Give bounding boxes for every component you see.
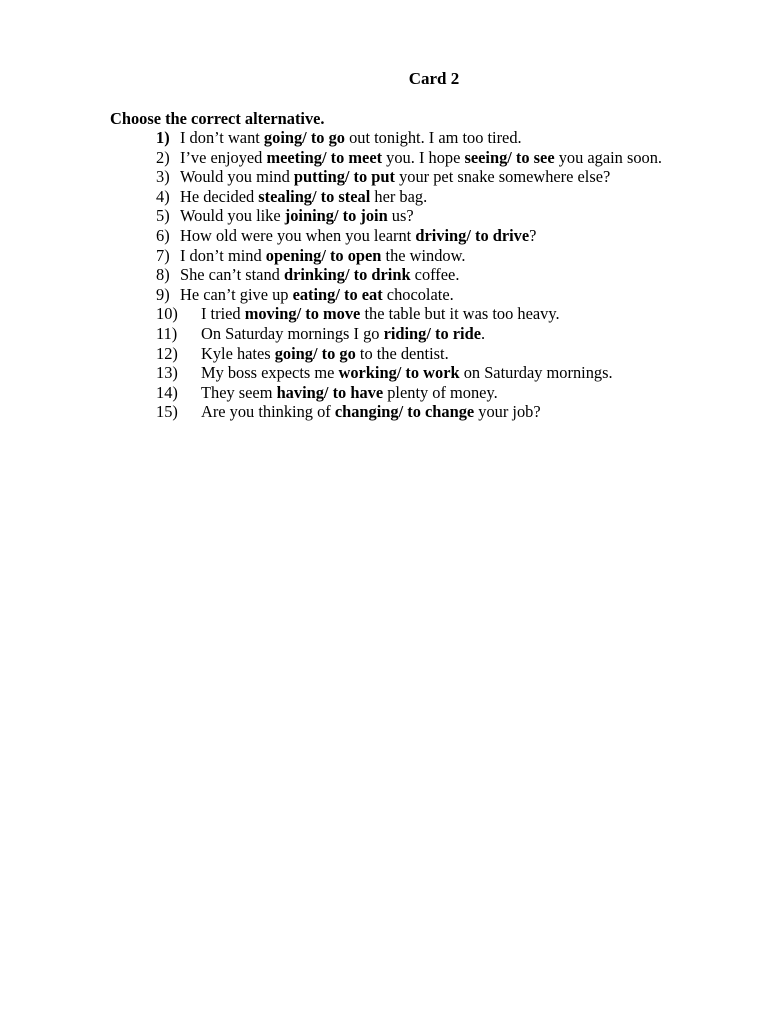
item-number: 6) (156, 225, 170, 245)
item-number: 13) (156, 363, 178, 383)
exercise-item-14 (0, 383, 768, 403)
exercise-list (0, 128, 768, 422)
item-number: 15) (156, 402, 178, 422)
exercise-item-2 (0, 148, 768, 168)
item-number: 8) (156, 265, 170, 285)
answer-choices: going/ to go (274, 343, 356, 363)
item-sentence: My boss expects me working/ to work on Saturday mornings. (201, 363, 613, 383)
item-number: 9) (156, 284, 170, 304)
instruction-heading: Choose the correct alternative. (110, 109, 325, 128)
item-sentence: Would you mind putting/ to put your pet snake somewhere else? (180, 167, 611, 187)
answer-choices: opening/ to open (265, 245, 382, 265)
answer-choices: riding/ to ride (383, 323, 481, 343)
item-sentence: How old were you when you learnt driving/ to drive? (180, 225, 537, 245)
answer-choices: meeting/ to meet (266, 147, 383, 167)
exercise-item-15 (0, 402, 768, 422)
answer-choices: working/ to work (338, 363, 460, 383)
exercise-item-3 (0, 167, 768, 187)
exercise-item-12 (0, 344, 768, 364)
answer-choices: eating/ to eat (292, 284, 383, 304)
item-sentence: I tried moving/ to move the table but it was too heavy. (201, 304, 560, 324)
item-number: 5) (156, 206, 170, 226)
answer-choices: stealing/ to steal (258, 186, 371, 206)
item-number: 10) (156, 304, 178, 324)
item-sentence: They seem having/ to have plenty of money. (201, 382, 498, 402)
card-title: Card 2 (408, 69, 460, 88)
exercise-item-9 (0, 285, 768, 305)
item-number: 1) (156, 128, 170, 147)
exercise-item-10 (0, 304, 768, 324)
item-number: 7) (156, 245, 170, 265)
item-number: 11) (156, 323, 178, 343)
item-sentence: I don’t mind opening/ to open the window. (180, 245, 466, 265)
exercise-item-11 (0, 324, 768, 344)
answer-choices: moving/ to move (244, 304, 361, 324)
item-number: 3) (156, 167, 170, 187)
item-sentence: He can’t give up eating/ to eat chocolate. (180, 284, 454, 304)
exercise-item-5 (0, 206, 768, 226)
item-number: 2) (156, 147, 170, 167)
exercise-item-4 (0, 187, 768, 207)
answer-choices: going/ to go (263, 128, 345, 147)
answer-choices: joining/ to join (284, 206, 388, 226)
answer-choices: driving/ to drive (415, 225, 530, 245)
exercise-item-6 (0, 226, 768, 246)
item-sentence: I don’t want going/ to go out tonight. I am too tired. (180, 128, 522, 147)
exercise-item-7 (0, 246, 768, 266)
item-sentence: Are you thinking of changing/ to change your job? (201, 402, 541, 422)
answer-choices: having/ to have (276, 382, 384, 402)
item-sentence: On Saturday mornings I go riding/ to ride. (201, 323, 486, 343)
exercise-item-1 (0, 128, 768, 148)
item-number: 12) (156, 343, 178, 363)
exercise-item-8 (0, 265, 768, 285)
item-sentence: I’ve enjoyed meeting/ to meet you. I hope seeing/ to see you again soon. (180, 147, 663, 167)
item-sentence: She can’t stand drinking/ to drink coffee. (180, 265, 460, 285)
answer-choices: drinking/ to drink (283, 265, 411, 285)
answer-choices: seeing/ to see (464, 147, 555, 167)
answer-choices: putting/ to put (293, 167, 395, 187)
item-sentence: He decided stealing/ to steal her bag. (180, 186, 428, 206)
item-sentence: Kyle hates going/ to go to the dentist. (201, 343, 449, 363)
item-number: 4) (156, 186, 170, 206)
item-number: 14) (156, 382, 178, 402)
answer-choices: changing/ to change (334, 402, 475, 422)
item-sentence: Would you like joining/ to join us? (180, 206, 414, 226)
exercise-item-13 (0, 363, 768, 383)
